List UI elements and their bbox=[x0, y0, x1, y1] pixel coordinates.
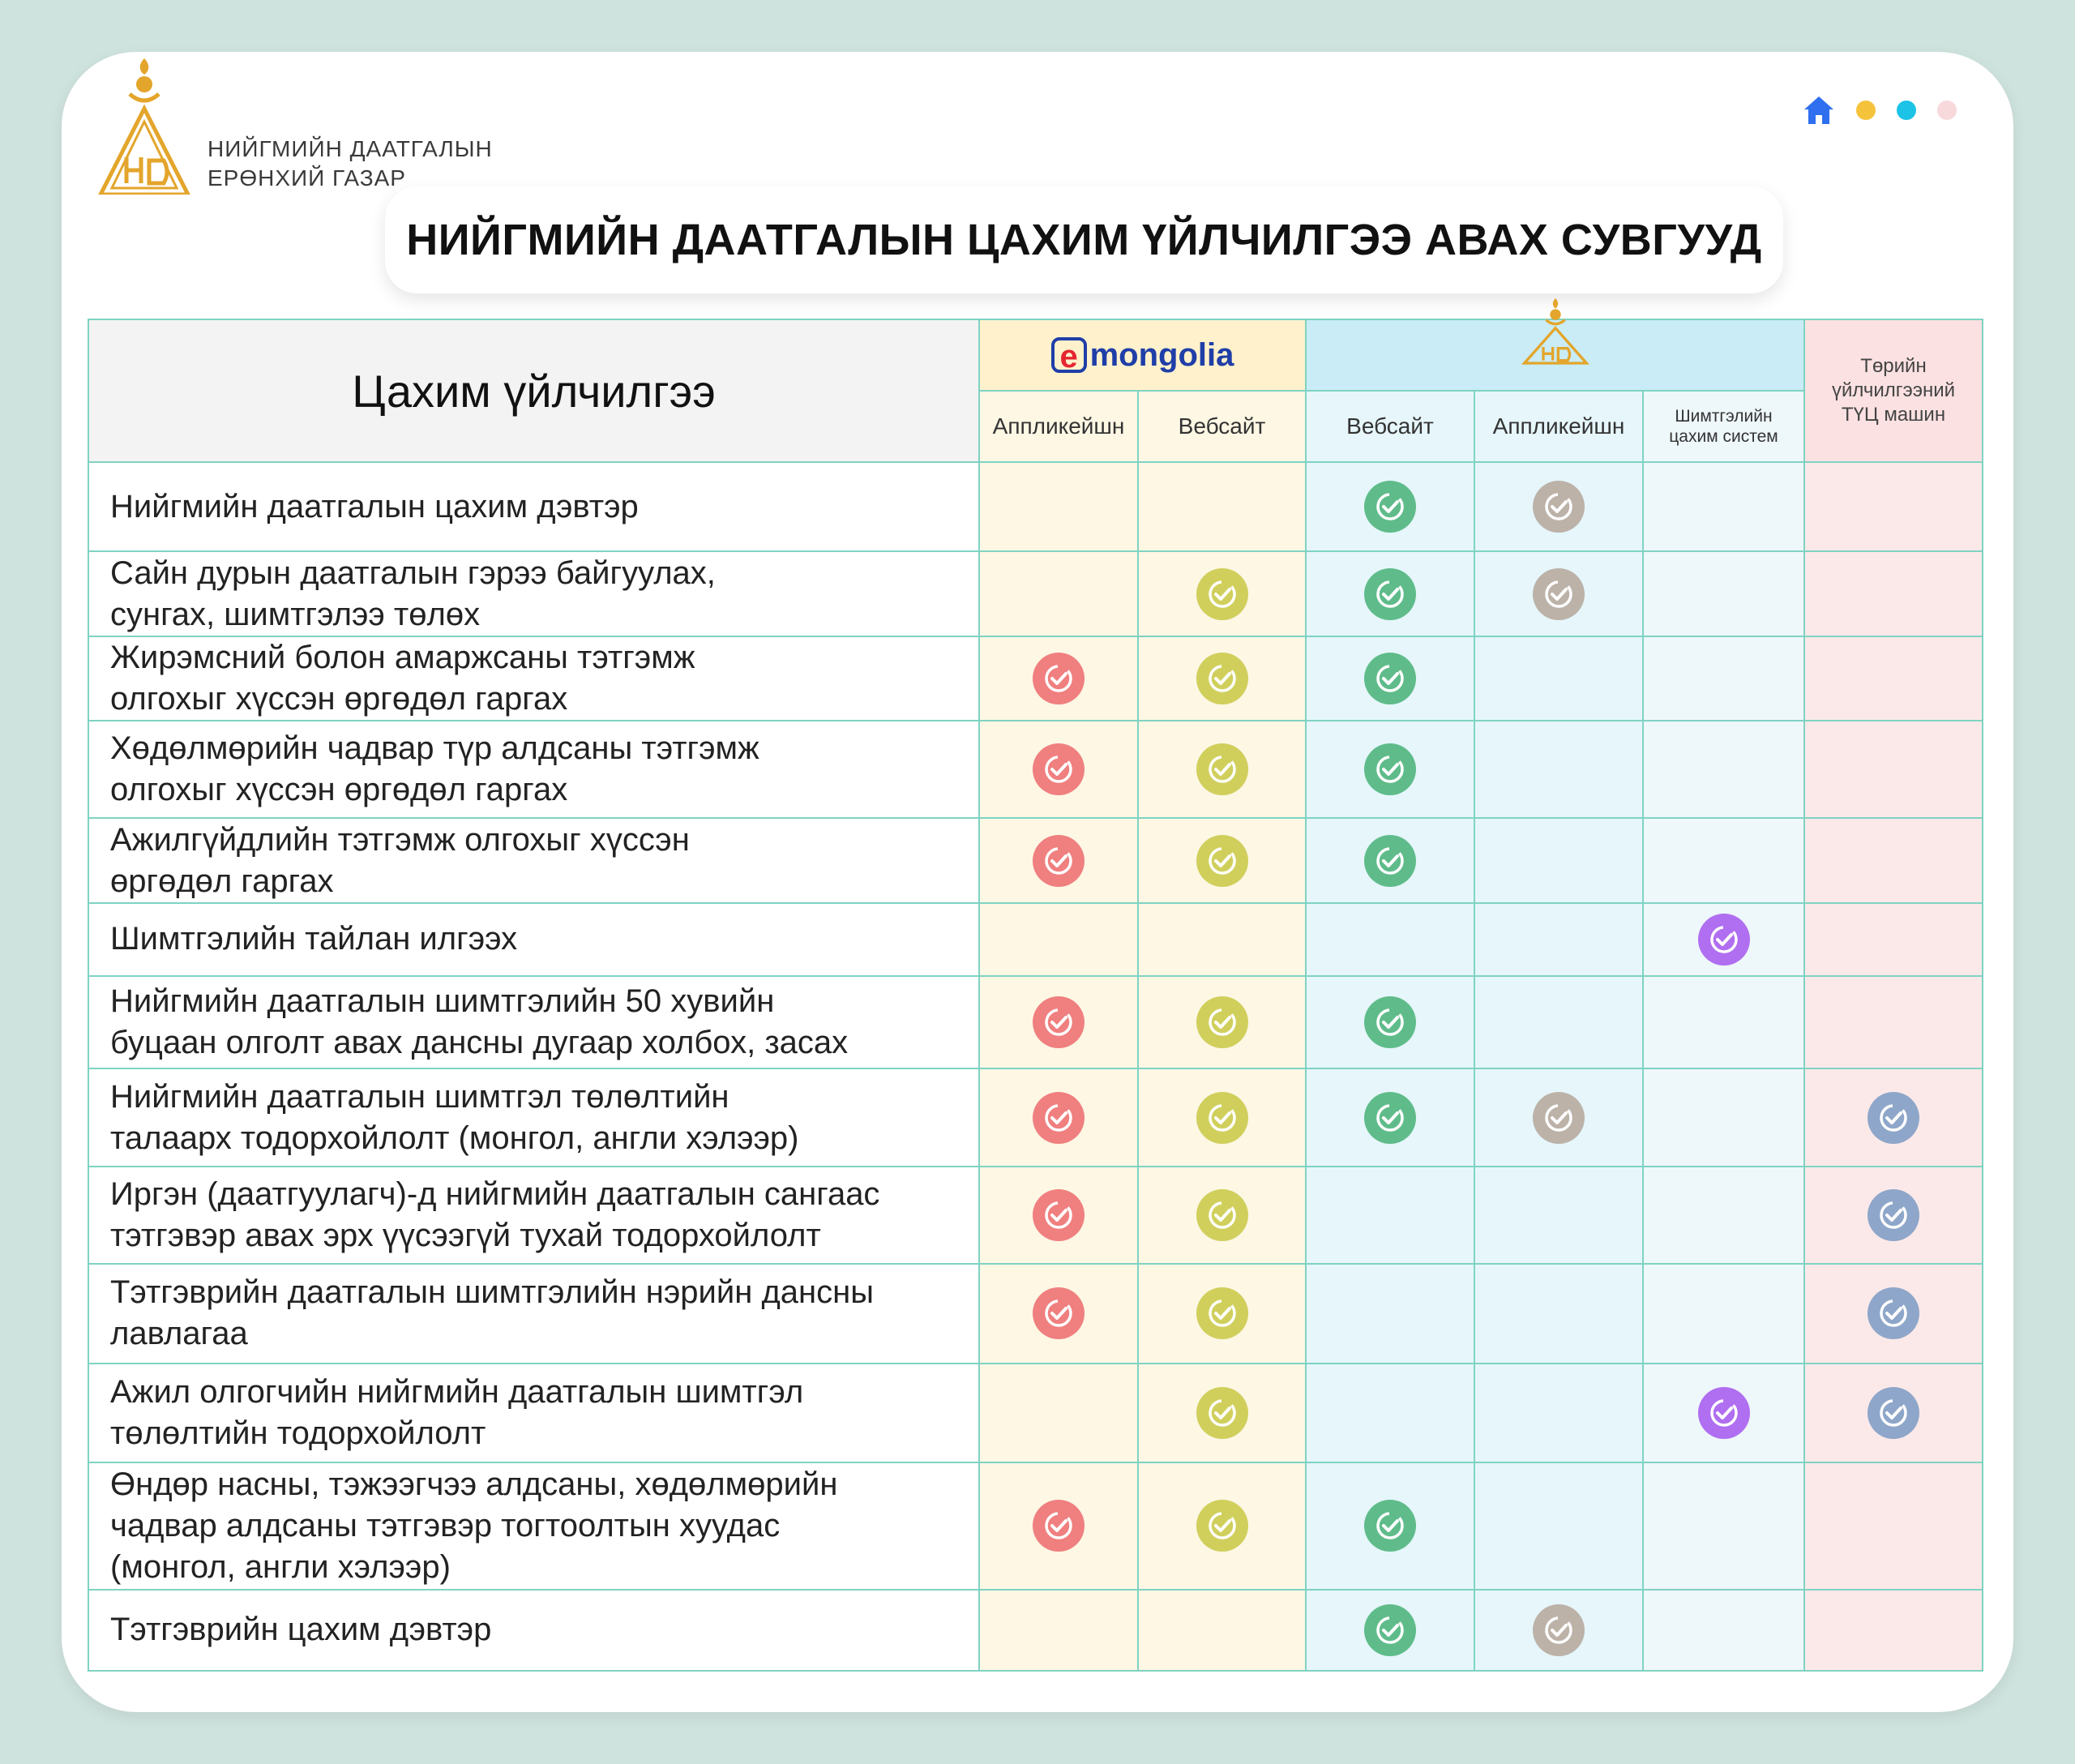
subheader-em-app: Аппликейшн bbox=[979, 391, 1138, 462]
cell-em-app bbox=[979, 1590, 1138, 1671]
check-icon bbox=[1196, 1287, 1248, 1339]
cell-tuc bbox=[1804, 462, 1983, 551]
check-icon bbox=[1033, 835, 1085, 887]
cell-nd-system bbox=[1643, 1264, 1804, 1363]
cell-tuc bbox=[1804, 636, 1983, 721]
check-icon bbox=[1033, 1092, 1085, 1144]
cell-nd-web bbox=[1306, 818, 1474, 902]
cell-nd-web bbox=[1306, 1068, 1474, 1166]
table-row bbox=[88, 1264, 1983, 1363]
check-icon bbox=[1033, 1287, 1085, 1339]
cell-tuc bbox=[1804, 818, 1983, 902]
subheader-nd-web: Вебсайт bbox=[1306, 391, 1474, 462]
service-name: Сайн дурын даатгалын гэрээ байгуулах, сунгах, шимтгэлээ төлөх bbox=[88, 551, 979, 636]
service-name: Нийгмийн даатгалын шимтгэл төлөлтийн талаарх тодорхойлолт (монгол, англи хэлээр) bbox=[88, 1068, 979, 1166]
cell-em-app bbox=[979, 1068, 1138, 1166]
service-name: Жирэмсний болон амаржсаны тэтгэмж олгохыг хүссэн өргөдөл гаргах bbox=[88, 636, 979, 721]
check-icon bbox=[1364, 835, 1416, 887]
check-icon bbox=[1196, 1500, 1248, 1552]
cell-tuc bbox=[1804, 1462, 1983, 1590]
cell-nd-system bbox=[1643, 721, 1804, 818]
check-icon bbox=[1196, 568, 1248, 620]
cell-em-app bbox=[979, 462, 1138, 551]
check-icon bbox=[1533, 568, 1585, 620]
cell-nd-system bbox=[1643, 636, 1804, 721]
cell-nd-system bbox=[1643, 1462, 1804, 1590]
check-icon bbox=[1364, 481, 1416, 533]
service-name: Шимтгэлийн тайлан илгээх bbox=[88, 903, 979, 976]
organization-name: НИЙГМИЙН ДААТГАЛЫН ЕРӨНХИЙ ГАЗАР bbox=[208, 136, 493, 191]
emongolia-logo: e mongolia bbox=[1051, 337, 1234, 374]
check-icon bbox=[1364, 1500, 1416, 1552]
subheader-nd-app: Аппликейшн bbox=[1474, 391, 1643, 462]
cell-em-web bbox=[1138, 1462, 1306, 1590]
cell-em-web bbox=[1138, 1264, 1306, 1363]
cell-nd-system bbox=[1643, 551, 1804, 636]
cell-em-app bbox=[979, 1167, 1138, 1264]
check-icon bbox=[1196, 653, 1248, 704]
table-row bbox=[88, 1167, 1983, 1264]
table-row bbox=[88, 1364, 1983, 1462]
cell-nd-app bbox=[1474, 636, 1643, 721]
cell-nd-web bbox=[1306, 1590, 1474, 1671]
table-row bbox=[88, 1462, 1983, 1590]
cell-em-web bbox=[1138, 1167, 1306, 1264]
cell-tuc bbox=[1804, 721, 1983, 818]
cell-nd-system bbox=[1643, 1068, 1804, 1166]
cell-nd-web bbox=[1306, 551, 1474, 636]
cell-tuc bbox=[1804, 1167, 1983, 1264]
cell-nd-web bbox=[1306, 976, 1474, 1068]
ndeg-logo-icon bbox=[1515, 297, 1596, 365]
check-icon bbox=[1868, 1189, 1919, 1241]
cell-nd-web bbox=[1306, 636, 1474, 721]
check-icon bbox=[1364, 996, 1416, 1048]
check-icon bbox=[1533, 1092, 1585, 1144]
subheader-em-web: Вебсайт bbox=[1138, 391, 1306, 462]
service-name: Иргэн (даатгуулагч)-д нийгмийн даатгалын сангаас тэтгэвэр авах эрх үүсээгүй тухай тодорхойлолт bbox=[88, 1167, 979, 1264]
service-name: Нийгмийн даатгалын цахим дэвтэр bbox=[88, 462, 979, 551]
cell-nd-system bbox=[1643, 1590, 1804, 1671]
cell-nd-system bbox=[1643, 903, 1804, 976]
cell-nd-app bbox=[1474, 1264, 1643, 1363]
cell-em-app bbox=[979, 818, 1138, 902]
cell-em-web bbox=[1138, 1068, 1306, 1166]
check-icon bbox=[1364, 568, 1416, 620]
cell-em-web bbox=[1138, 462, 1306, 551]
table-row bbox=[88, 976, 1983, 1068]
cell-em-app bbox=[979, 976, 1138, 1068]
cell-tuc bbox=[1804, 903, 1983, 976]
page-title: НИЙГМИЙН ДААТГАЛЫН ЦАХИМ ҮЙЛЧИЛГЭЭ АВАХ СУВГУУД bbox=[385, 186, 1783, 293]
service-name: Ажилгүйдлийн тэтгэмж олгохыг хүссэн өргөдөл гаргах bbox=[88, 818, 979, 902]
check-icon bbox=[1033, 996, 1085, 1048]
check-icon bbox=[1196, 1387, 1248, 1439]
table-row bbox=[88, 462, 1983, 551]
check-icon bbox=[1033, 653, 1085, 704]
organization-logo bbox=[96, 57, 193, 195]
check-icon bbox=[1364, 1092, 1416, 1144]
service-name: Хөдөлмөрийн чадвар түр алдсаны тэтгэмж олгохыг хүссэн өргөдөл гаргах bbox=[88, 721, 979, 818]
service-name: Ажил олгогчийн нийгмийн даатгалын шимтгэл төлөлтийн тодорхойлолт bbox=[88, 1364, 979, 1462]
cell-nd-app bbox=[1474, 818, 1643, 902]
table-row bbox=[88, 818, 1983, 902]
top-nav bbox=[1803, 94, 1957, 126]
table-row bbox=[88, 721, 1983, 818]
service-name: Өндөр насны, тэжээгчээ алдсаны, хөдөлмөрийн чадвар алдсаны тэтгэвэр тогтоолтын хуудас (монгол, англи хэлээр) bbox=[88, 1462, 979, 1590]
check-icon bbox=[1868, 1092, 1919, 1144]
tuc-group-header: Төрийн үйлчилгээний ТҮЦ машин bbox=[1804, 319, 1983, 462]
cell-tuc bbox=[1804, 1264, 1983, 1363]
cell-tuc bbox=[1804, 976, 1983, 1068]
cell-em-web bbox=[1138, 721, 1306, 818]
cell-nd-app bbox=[1474, 903, 1643, 976]
service-column-header: Цахим үйлчилгээ bbox=[88, 319, 979, 462]
cell-nd-app bbox=[1474, 976, 1643, 1068]
cell-nd-app bbox=[1474, 1167, 1643, 1264]
nav-dot-pink[interactable] bbox=[1937, 101, 1957, 120]
check-icon bbox=[1364, 1604, 1416, 1656]
table-row bbox=[88, 636, 1983, 721]
table-row bbox=[88, 551, 1983, 636]
check-icon bbox=[1196, 835, 1248, 887]
check-icon bbox=[1533, 1604, 1585, 1656]
check-icon bbox=[1196, 743, 1248, 795]
cell-nd-system bbox=[1643, 1167, 1804, 1264]
cell-nd-system bbox=[1643, 976, 1804, 1068]
cell-em-app bbox=[979, 1264, 1138, 1363]
cell-nd-app bbox=[1474, 1462, 1643, 1590]
service-name: Нийгмийн даатгалын шимтгэлийн 50 хувийн буцаан олголт авах дансны дугаар холбох, засах bbox=[88, 976, 979, 1068]
cell-em-web bbox=[1138, 976, 1306, 1068]
cell-em-web bbox=[1138, 1590, 1306, 1671]
ndeg-group-header bbox=[1306, 319, 1804, 391]
check-icon bbox=[1364, 653, 1416, 704]
emongolia-group-header bbox=[979, 319, 1306, 391]
table-row bbox=[88, 1068, 1983, 1166]
check-icon bbox=[1364, 743, 1416, 795]
cell-em-web bbox=[1138, 636, 1306, 721]
cell-tuc bbox=[1804, 1590, 1983, 1671]
check-icon bbox=[1033, 743, 1085, 795]
cell-nd-web bbox=[1306, 1364, 1474, 1462]
cell-em-web bbox=[1138, 818, 1306, 902]
cell-em-app bbox=[979, 1462, 1138, 1590]
check-icon bbox=[1698, 914, 1750, 965]
cell-nd-web bbox=[1306, 1264, 1474, 1363]
cell-em-app bbox=[979, 551, 1138, 636]
cell-em-web bbox=[1138, 551, 1306, 636]
cell-tuc bbox=[1804, 1364, 1983, 1462]
cell-tuc bbox=[1804, 551, 1983, 636]
cell-nd-system bbox=[1643, 1364, 1804, 1462]
cell-em-app bbox=[979, 636, 1138, 721]
check-icon bbox=[1698, 1387, 1750, 1439]
nav-dot-yellow[interactable] bbox=[1856, 101, 1876, 120]
cell-nd-app bbox=[1474, 1590, 1643, 1671]
cell-tuc bbox=[1804, 1068, 1983, 1166]
cell-em-app bbox=[979, 1364, 1138, 1462]
cell-em-web bbox=[1138, 903, 1306, 976]
cell-nd-web bbox=[1306, 1167, 1474, 1264]
check-icon bbox=[1868, 1387, 1919, 1439]
check-icon bbox=[1033, 1189, 1085, 1241]
cell-nd-system bbox=[1643, 462, 1804, 551]
table-row bbox=[88, 1590, 1983, 1671]
service-name: Тэтгэврийн даатгалын шимтгэлийн нэрийн дансны лавлагаа bbox=[88, 1264, 979, 1363]
check-icon bbox=[1196, 1092, 1248, 1144]
subheader-nd-system: Шимтгэлийн цахим систем bbox=[1643, 391, 1804, 462]
cell-em-app bbox=[979, 721, 1138, 818]
cell-nd-app bbox=[1474, 721, 1643, 818]
cell-nd-app bbox=[1474, 1364, 1643, 1462]
cell-em-web bbox=[1138, 1364, 1306, 1462]
nav-dot-cyan[interactable] bbox=[1897, 101, 1916, 120]
check-icon bbox=[1196, 1189, 1248, 1241]
cell-nd-web bbox=[1306, 462, 1474, 551]
cell-nd-system bbox=[1643, 818, 1804, 902]
cell-nd-web bbox=[1306, 721, 1474, 818]
table-row bbox=[88, 903, 1983, 976]
services-table bbox=[88, 319, 1983, 1672]
cell-nd-app bbox=[1474, 462, 1643, 551]
service-name: Тэтгэврийн цахим дэвтэр bbox=[88, 1590, 979, 1671]
check-icon bbox=[1196, 996, 1248, 1048]
home-icon[interactable] bbox=[1803, 94, 1835, 126]
cell-em-app bbox=[979, 903, 1138, 976]
cell-nd-app bbox=[1474, 551, 1643, 636]
cell-nd-web bbox=[1306, 1462, 1474, 1590]
cell-nd-app bbox=[1474, 1068, 1643, 1166]
check-icon bbox=[1868, 1287, 1919, 1339]
check-icon bbox=[1533, 481, 1585, 533]
cell-nd-web bbox=[1306, 903, 1474, 976]
check-icon bbox=[1033, 1500, 1085, 1552]
